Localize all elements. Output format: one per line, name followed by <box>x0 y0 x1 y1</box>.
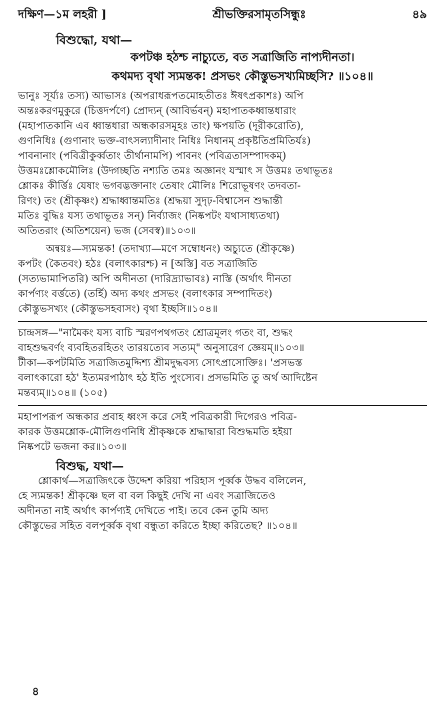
meaning-line: শ্লোকার্থ—সত্রাজিৎকে উদ্দেশ করিয়া পরিহাস পূর্ব্বক উদ্ধব বলিলেন, <box>38 476 307 487</box>
commentary-line: গুণনিধিঃ (গুণানাং ভক্ত-বাৎসল্যাদীনাং নিধিঃ নিধানম্ প্রকৃষ্টতিপ্রমিতির্যঃ) <box>18 136 311 147</box>
header-section: দক্ষিণ—১ম লহরী ] <box>18 7 107 21</box>
translation-line: নিষ্কপটে ভজনা কর॥১০৩॥ <box>18 442 127 453</box>
commentary-line: রিণং) তং (শ্রীকৃষ্ণং) শ্রদ্ধাধ্বান্তমতিঃ (শ্রদ্ধয়া সুদৃঢ়-বিশ্বাসেন শুদ্ধান্তী <box>18 196 283 207</box>
meaning-line: হে স্যমন্তক! শ্রীকৃষ্ণে ছল বা বল কিছুই দেখি না এবং সত্রাজিতেও <box>18 491 276 502</box>
translation-line: কারক উত্তমশ্লোক-মৌলিগুণনিধি শ্রীকৃষ্ণকে শ্রদ্ধাদ্বারা বিশুদ্ধমতি হইয়া <box>18 427 293 438</box>
section-heading-1: বিশুদ্ধো, যথা— <box>56 33 133 47</box>
note-line: চান্দ্রসঙ্গ—"নামৈকং যস্য বাচি স্মরণপথগতং শ্রোত্রমূলং গতং বা, শুদ্ধং <box>18 328 293 339</box>
commentary-line: মতিঃ বুদ্ধিঃ যস্য তথাভূতঃ সন্) নির্ব্যাজং (নিষ্কপটং যথাসাধ্যতথা) <box>18 211 280 222</box>
verse-meaning-block <box>18 474 427 534</box>
divider <box>18 405 427 406</box>
commentary-line: অতিতরাং (অতিশয়েন) ভজ (সেবস্ব)॥১০৩॥ <box>18 226 196 237</box>
note-line: টীকা—কপটমিতি সত্রাজিতমুদ্দিশ্য শ্রীমদুদ্ধবস্য সোৎপ্রাসোক্তিঃ। 'প্রসভস্ত <box>18 358 303 369</box>
translation-line: মহাপাপরূপ অন্ধকার প্রবাহ ধ্বংস করে সেই পবিত্রকারী দিগেরও পবিত্র- <box>18 412 297 423</box>
commentary-line: অন্তঃকরণমুকুরে (চিত্তদর্পণে) প্রোদ্যন্ (আবির্ভবন্) মহাপাতকধ্বান্তধারাং <box>18 106 297 117</box>
anvaya-line: কপটং (কৈতবং) হঠঃ (বলাৎকারশ্চ) ন [অস্তি] বত সত্রাজিতি <box>18 259 258 270</box>
note-line: বাহশুদ্ধবর্ণং ব্যবহিতরহিতং তারয়ত্যেব সত্যম্" অনুসারেণ জ্ঞেয়ম্॥১০৩॥ <box>18 343 305 354</box>
anvaya-line: অন্বয়ঃ—স্যমন্তক! (তদাখ্যা—মণে সম্বোধনং) অচ্যুতে (শ্রীকৃষ্ণে) <box>46 244 295 255</box>
commentary-line: (মহাপাতকানি এব ধ্বান্তধারা অন্ধকারসমূহঃ তাং) ক্ষপয়তি (দূরীকরোতি), <box>18 121 304 132</box>
meaning-line: কৌস্তুভের সহিত বলপূর্ব্বক বৃথা বন্ধুতা করিতে ইচ্ছা করিতেছ? ॥১০৪॥ <box>18 521 298 532</box>
verse-line-1: কপটঞ্চ হঠশ্চ নাচ্যুতে, বত সত্রাজিতি নাপ্যদীনতা। <box>130 50 355 64</box>
translation-block <box>18 410 427 455</box>
commentary-line: পাবনানাং (পবিত্রীকুর্ব্বতাং তীর্থানামপি) পাবনং (পবিত্রতাসম্পাদকম্) <box>18 151 287 162</box>
anvaya-line: কার্পণ্যং বর্ত্ততে) (তর্হি) অদ্য কথং প্রসভং (বলাৎকার সম্পাদিতং) <box>18 289 273 300</box>
footer-page-number: ৪ <box>32 685 40 698</box>
commentary-block <box>18 89 427 239</box>
commentary-line: শ্লোকঃ কীর্ত্তিঃ যেষাং ভগবদ্ভক্তানাং তেষাং মৌলিঃ শিরোভূষণং তদবতা- <box>18 181 301 192</box>
verse-line-2: কথমদ্য বৃথা স্যমন্তক! প্রসভং কৌস্তুভসখ্যমিচ্ছসি? ॥১০৪॥ <box>111 69 374 83</box>
section-heading-2: বিশুদ্ধ, যথা— <box>56 459 124 473</box>
note-line: মন্তব্যম্॥১০৪॥ (১০৫) <box>18 388 108 399</box>
meaning-line: অদীনতা নাই অর্থাৎ কার্পণ্যই দেখিতে পাই। তবে কেন তুমি অদ্য <box>18 506 269 517</box>
divider <box>18 321 427 322</box>
notes-block <box>18 326 427 401</box>
commentary-line: ভানুঃ সূর্য্যঃ তস্য) আভাসঃ (অপরাধরূপতমোহতীতঃ ঈষৎপ্রকাশঃ) অপি <box>18 91 304 102</box>
anvaya-line: (সত্যভামাপিতরি) অপি অদীনতা (দারিদ্র্যাভাবঃ) নাস্তি (অর্থাৎ দীনতা <box>18 274 292 285</box>
anvaya-line: কৌস্তুভসখ্যং (কৌস্তুভসহবাসং) বৃথা ইচ্ছসি॥১০৪॥ <box>18 304 218 315</box>
note-line: বলাৎকারো হঠ' ইত্যমরপাঠাৎ হঠ ইতি পুংস্যেব। প্রসভমিতি তু অর্থ আদিষ্টেন <box>18 373 318 384</box>
header-book-title: শ্রীভক্তিরসামৃতসিন্ধুঃ <box>212 7 307 21</box>
running-header <box>18 6 427 26</box>
commentary-line: উত্তমঃশ্লোকমৌলিঃ (উদ্গচ্ছতি নশ্যতি তমঃ অজ্ঞানং যস্মাৎ স উত্তমঃ তথাভূতঃ <box>18 166 334 177</box>
header-page-number: ৪৯ <box>412 7 427 21</box>
anvaya-block <box>18 242 427 317</box>
